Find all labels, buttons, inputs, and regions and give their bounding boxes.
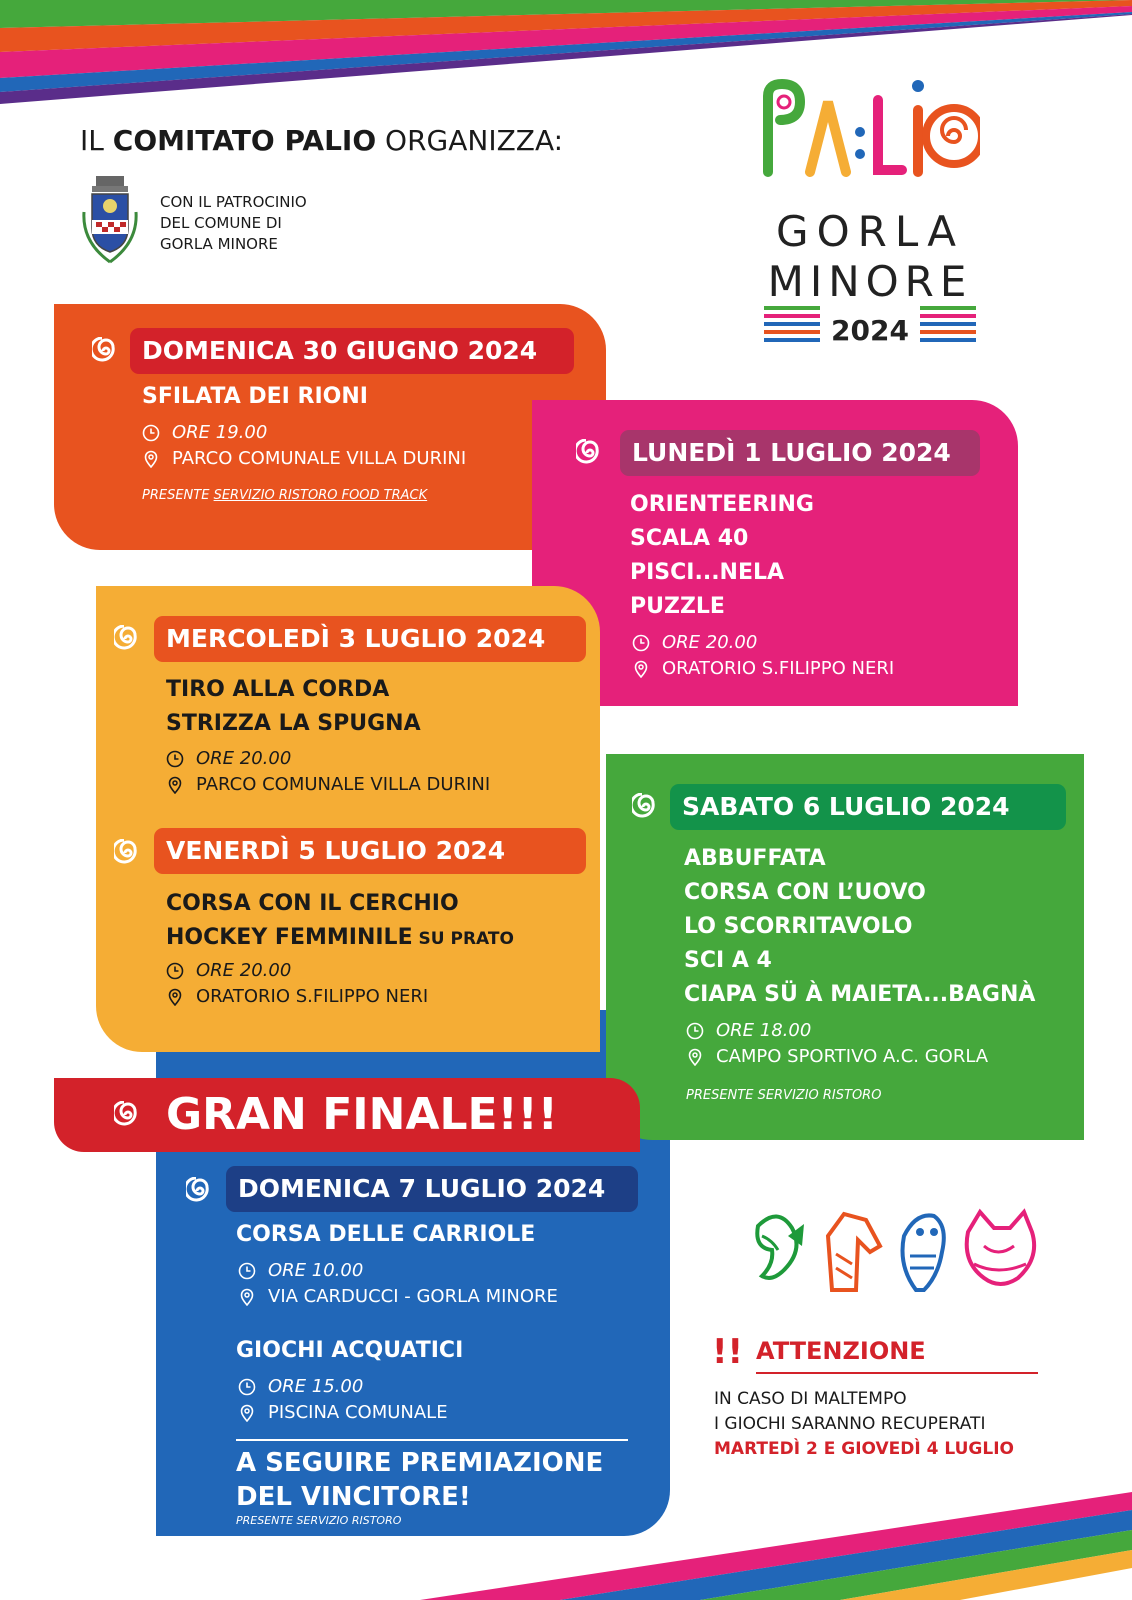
date-label: VENERDÌ 5 LUGLIO 2024 <box>154 828 586 874</box>
location-pin-icon <box>632 660 650 678</box>
warning-line-1: IN CASO DI MALTEMPO <box>714 1389 907 1409</box>
spiral-icon <box>632 793 660 821</box>
event-note: PRESENTE SERVIZIO RISTORO <box>686 1088 882 1103</box>
gran-finale-title: GRAN FINALE!!! <box>166 1089 558 1140</box>
event-place: PARCO COMUNALE VILLA DURINI <box>196 774 491 795</box>
date-label: DOMENICA 30 GIUGNO 2024 <box>130 328 574 374</box>
municipal-crest-icon <box>78 172 142 268</box>
event-time: ORE 20.00 <box>662 632 758 653</box>
patronage-line-3: GORLA MINORE <box>160 235 278 253</box>
event-note <box>142 488 427 503</box>
clock-icon <box>238 1378 256 1396</box>
activity-small: SU PRATO <box>412 929 514 949</box>
warning-text <box>714 1387 1014 1462</box>
location-pin-icon <box>238 1404 256 1422</box>
event-time: ORE 18.00 <box>716 1020 812 1041</box>
activity: CORSA DELLE CARRIOLE <box>236 1222 536 1247</box>
activity: HOCKEY FEMMINILE <box>166 925 413 950</box>
location-pin-icon <box>238 1288 256 1306</box>
event-time: ORE 20.00 <box>196 748 292 769</box>
award-line-2: DEL VINCITORE! <box>236 1482 471 1512</box>
clock-icon <box>686 1022 704 1040</box>
clock-icon <box>632 634 650 652</box>
event-time: ORE 19.00 <box>172 422 268 443</box>
organizer-heading <box>80 124 563 157</box>
date-label: LUNEDÌ 1 LUGLIO 2024 <box>620 430 980 476</box>
event-place: CAMPO SPORTIVO A.C. GORLA <box>716 1046 989 1067</box>
date-label: SABATO 6 LUGLIO 2024 <box>670 784 1066 830</box>
event-time: ORE 20.00 <box>196 960 292 981</box>
note-prefix: PRESENTE <box>142 488 214 503</box>
activity: STRIZZA LA SPUGNA <box>166 711 421 736</box>
spiral-icon <box>114 625 142 653</box>
event-info <box>142 420 466 472</box>
note-link[interactable]: SERVIZIO RISTORO FOOD TRACK <box>213 488 428 503</box>
warning-marks: !! <box>712 1332 744 1372</box>
palio-logo <box>760 72 980 362</box>
event-info <box>166 746 490 798</box>
award-text <box>236 1446 603 1514</box>
spiral-icon <box>576 439 604 467</box>
activity-list <box>684 842 1035 1012</box>
spiral-icon <box>114 839 142 867</box>
warning-underline <box>756 1372 1038 1374</box>
event-time: ORE 10.00 <box>268 1260 364 1281</box>
palio-wordmark-icon <box>760 72 980 182</box>
event-place: VIA CARDUCCI - GORLA MINORE <box>268 1286 558 1307</box>
patronage-line-2: DEL COMUNE DI <box>160 214 282 232</box>
organizer-suffix: ORGANIZZA: <box>376 124 564 157</box>
activity: LO SCORRITAVOLO <box>684 914 913 939</box>
activity-list <box>166 887 514 956</box>
clock-icon <box>166 750 184 768</box>
event-place: PARCO COMUNALE VILLA DURINI <box>172 448 467 469</box>
patronage-text <box>160 192 307 255</box>
organizer-prefix: IL <box>80 124 113 157</box>
date-label: DOMENICA 7 LUGLIO 2024 <box>226 1166 638 1212</box>
activity: SCI A 4 <box>684 948 772 973</box>
location-pin-icon <box>166 988 184 1006</box>
rioni-mascots-icon <box>748 1206 1048 1292</box>
event-place: ORATORIO S.FILIPPO NERI <box>196 986 429 1007</box>
spiral-icon <box>114 1101 142 1129</box>
activity-list <box>166 673 421 741</box>
logo-gorla: GORLA <box>776 207 964 256</box>
event-info <box>632 630 894 682</box>
event-info <box>166 958 428 1010</box>
activity: CORSA CON IL CERCHIO <box>166 891 459 916</box>
spiral-icon <box>186 1177 214 1205</box>
warning-line-2: I GIOCHI SARANNO RECUPERATI <box>714 1414 986 1434</box>
activity: ABBUFFATA <box>684 846 826 871</box>
logo-stripes-left <box>760 306 824 346</box>
activity-list <box>630 488 814 624</box>
award-line-1: A SEGUIRE PREMIAZIONE <box>236 1448 604 1478</box>
warning-line-3: MARTEDÌ 2 E GIOVEDÌ 4 LUGLIO <box>714 1439 1014 1459</box>
activity: GIOCHI ACQUATICI <box>236 1338 464 1363</box>
activity: SCALA 40 <box>630 526 749 551</box>
divider <box>236 1439 628 1441</box>
clock-icon <box>238 1262 256 1280</box>
activity-with-note <box>166 921 514 956</box>
activity: PISCI...NELA <box>630 560 785 585</box>
event-info <box>686 1018 988 1070</box>
activity: PUZZLE <box>630 594 725 619</box>
event-place: PISCINA COMUNALE <box>268 1402 448 1423</box>
location-pin-icon <box>142 450 160 468</box>
activity: TIRO ALLA CORDA <box>166 677 390 702</box>
date-label: MERCOLEDÌ 3 LUGLIO 2024 <box>154 616 586 662</box>
spiral-icon <box>92 337 120 365</box>
organizer-bold: COMITATO PALIO <box>112 124 377 157</box>
warning-title: ATTENZIONE <box>756 1337 926 1365</box>
activity: SFILATA DEI RIONI <box>142 384 368 409</box>
activity: CIAPA SÜ À MAIETA...BAGNÀ <box>684 982 1036 1007</box>
activity: CORSA CON L’UOVO <box>684 880 926 905</box>
location-pin-icon <box>686 1048 704 1066</box>
event-place: ORATORIO S.FILIPPO NERI <box>662 658 895 679</box>
event-info <box>238 1258 558 1310</box>
logo-stripes-right <box>916 306 980 346</box>
logo-minore: MINORE <box>767 257 973 306</box>
event-note: PRESENTE SERVIZIO RISTORO <box>236 1514 402 1527</box>
event-info <box>238 1374 448 1426</box>
event-time: ORE 15.00 <box>268 1376 364 1397</box>
clock-icon <box>166 962 184 980</box>
location-pin-icon <box>166 776 184 794</box>
clock-icon <box>142 424 160 442</box>
logo-year: 2024 <box>831 314 909 347</box>
activity: ORIENTEERING <box>630 492 814 517</box>
patronage-line-1: CON IL PATROCINIO <box>160 193 307 211</box>
